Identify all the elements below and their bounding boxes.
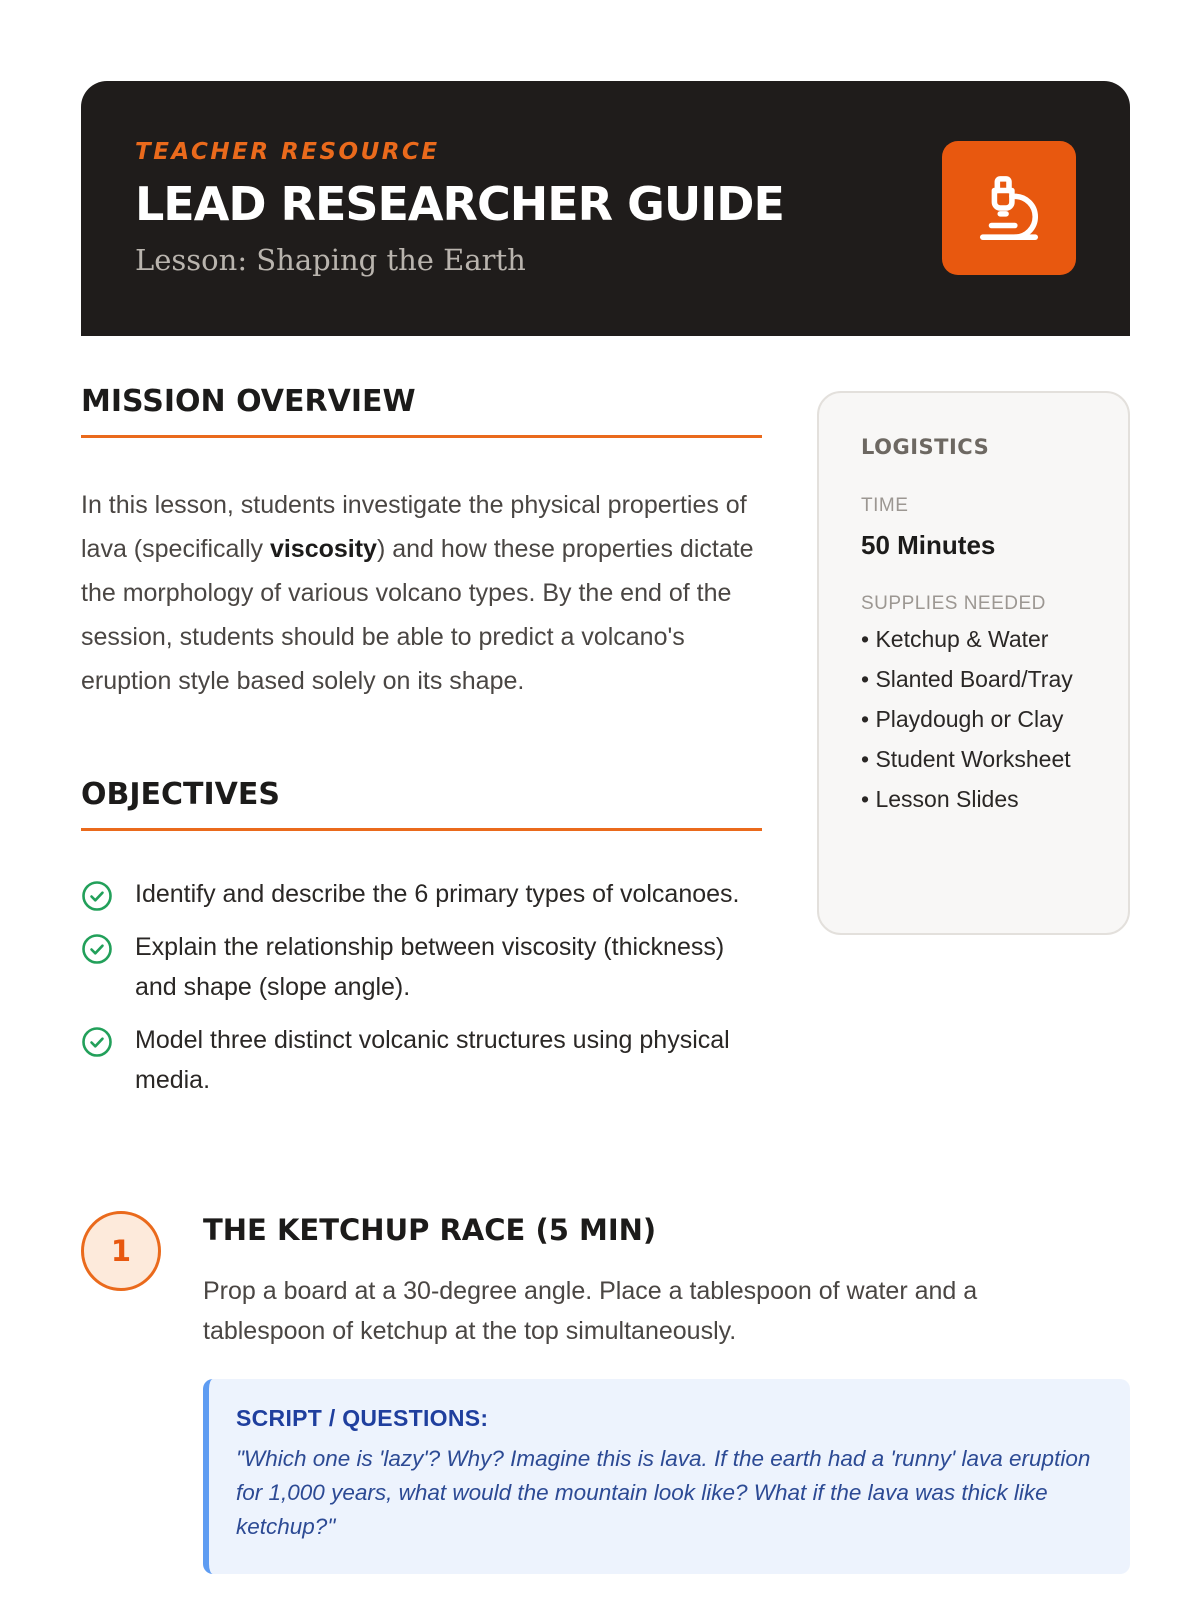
objectives-list xyxy=(81,874,762,1113)
objective-text: Identify and describe the 6 primary types of volcanoes. xyxy=(135,880,740,908)
lesson-subtitle: Lesson: Shaping the Earth xyxy=(135,243,526,277)
overview-keyword: viscosity xyxy=(269,535,377,563)
objectives-heading: OBJECTIVES xyxy=(81,777,762,831)
check-circle-icon xyxy=(81,1026,113,1058)
time-value: 50 Minutes xyxy=(861,530,996,560)
overview-text-start: In this lesson, students investigate the physical properties of lava (specifically xyxy=(81,491,747,563)
check-circle-icon xyxy=(81,933,113,965)
supplies-label: SUPPLIES NEEDED xyxy=(861,593,1046,614)
time-label: TIME xyxy=(861,495,909,516)
supply-item: • Playdough or Clay xyxy=(861,706,1064,732)
eyebrow-label: TEACHER RESOURCE xyxy=(135,139,440,165)
supplies-list xyxy=(861,623,1086,816)
supply-item: • Slanted Board/Tray xyxy=(861,666,1073,692)
objective-item xyxy=(81,874,762,914)
overview-text-end: ) and how these properties dictate the morphology of various volcano types. By the end of the session, students should be able to predict a volcano's eruption style based solely on its shape. xyxy=(81,535,754,695)
objective-text: Explain the relationship between viscosity (thickness) and shape (slope angle). xyxy=(135,933,725,1001)
supply-item: • Ketchup & Water xyxy=(861,626,1049,652)
logistics-card xyxy=(817,391,1130,935)
guide-header xyxy=(81,81,1130,336)
objective-text: Model three distinct volcanic structures using physical media. xyxy=(135,1026,730,1094)
objective-item xyxy=(81,1020,762,1100)
step-description: Prop a board at a 30-degree angle. Place a tablespoon of water and a tablespoon of ketchup at the top simultaneously. xyxy=(203,1277,978,1345)
microscope-badge xyxy=(942,141,1076,275)
supply-item: • Lesson Slides xyxy=(861,786,1019,812)
check-circle-icon xyxy=(81,880,113,912)
supply-item: • Student Worksheet xyxy=(861,746,1071,772)
script-label: SCRIPT / QUESTIONS: xyxy=(236,1405,489,1431)
script-text: "Which one is 'lazy'? Why? Imagine this is lava. If the earth had a 'runny' lava eruption for 1,000 years, what would the mountain look like? What if the lava was thick like ketchup?" xyxy=(236,1446,1091,1539)
script-callout xyxy=(203,1379,1130,1574)
mission-overview-text xyxy=(81,483,762,703)
step-number-badge: 1 xyxy=(81,1211,161,1291)
mission-overview-heading: MISSION OVERVIEW xyxy=(81,384,762,438)
step-title: THE KETCHUP RACE (5 MIN) xyxy=(203,1213,657,1247)
page-title: LEAD RESEARCHER GUIDE xyxy=(135,177,784,231)
objective-item xyxy=(81,927,762,1007)
logistics-heading: LOGISTICS xyxy=(861,435,990,459)
microscope-icon xyxy=(974,173,1044,243)
